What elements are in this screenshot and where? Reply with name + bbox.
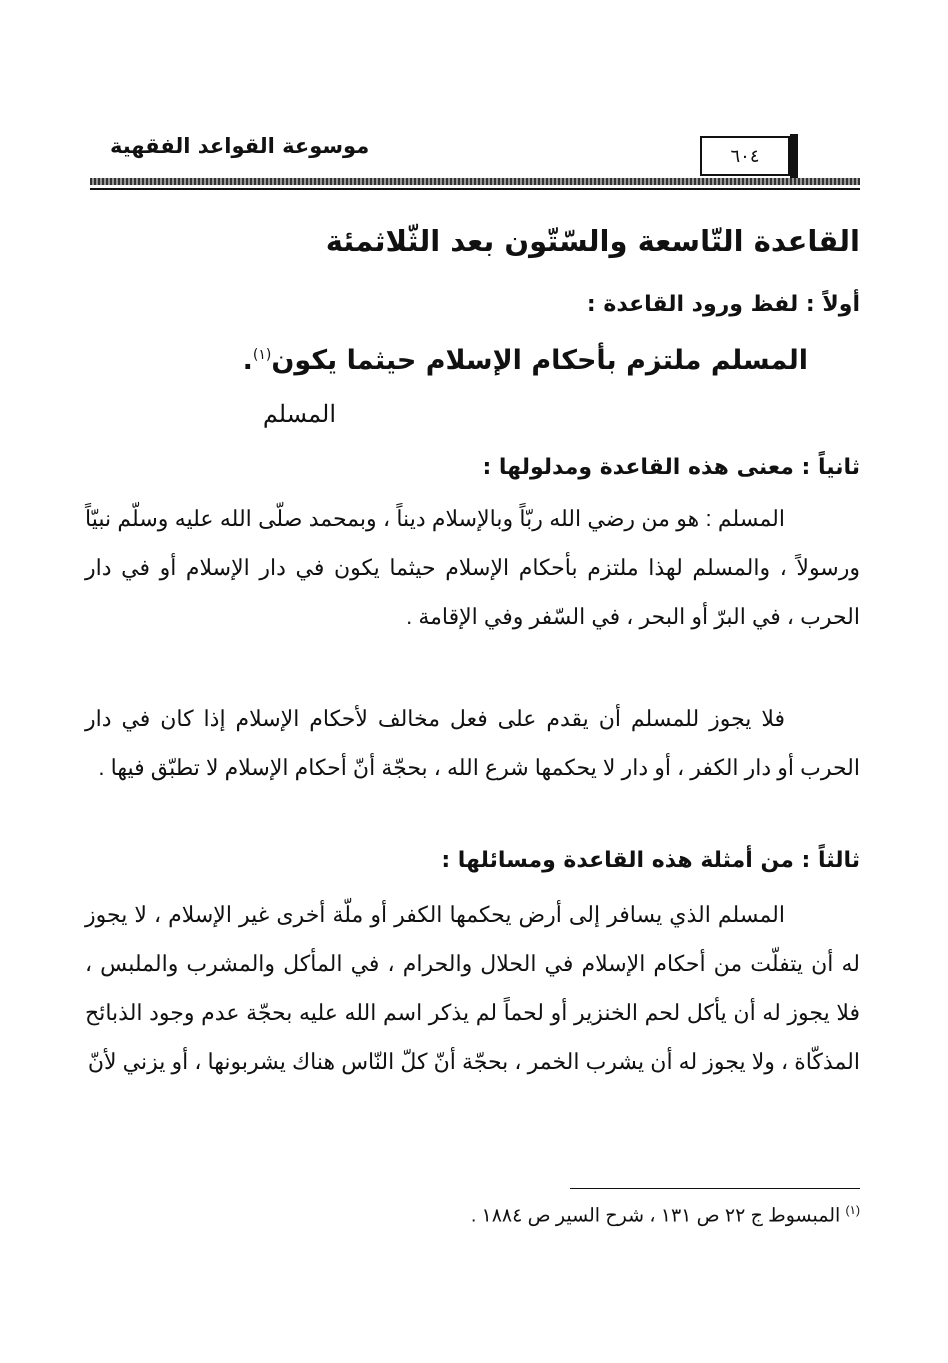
page-header	[90, 128, 860, 190]
section-heading-wording: أولاً : لفظ ورود القاعدة :	[586, 292, 860, 317]
rule-statement: المسلم ملتزم بأحكام الإسلام حيثما يكون$^{(١)}$.	[242, 345, 808, 376]
stray-word: المسلم	[262, 400, 336, 428]
section-heading-examples: ثالثاً : من أمثلة هذه القاعدة ومسائلها :	[441, 848, 860, 873]
header-decorative-band	[90, 178, 860, 185]
meaning-paragraph-2-text: فلا يجوز للمسلم أن يقدم على فعل مخالف لأحكام الإسلام إذا كان في دار الحرب أو دار الكفر ، أو دار لا يحكمها شرع الله ، بحجّة أنّ أحكام الإسلام لا تطبّق فيها .	[85, 706, 860, 780]
examples-paragraph	[85, 890, 860, 1086]
section-heading-meaning: ثانياً : معنى هذه القاعدة ومدلولها :	[482, 455, 860, 480]
rule-title: القاعدة التّاسعة والسّتّون بعد الثّلاثمئة	[325, 224, 860, 258]
examples-paragraph-text: المسلم الذي يسافر إلى أرض يحكمها الكفر أو ملّة أخرى غير الإسلام ، لا يجوز له أن يتفلّت من أحكام الإسلام في الحلال والحرام ، في المأكل والمشرب والملبس ، فلا يجوز له أن يأكل لحم الخنزير أو لحماً لم يذكر اسم الله عليه بحجّة عدم وجود الذبائح المذكّاة ، ولا يجوز له أن يشرب الخمر ، بحجّة أنّ كلّ النّاس هناك يشربونها ، أو يزني لأنّ	[85, 902, 860, 1074]
meaning-paragraph-1	[85, 494, 860, 641]
footnote-text: المبسوط ج ٢٢ ص ١٣١ ، شرح السير ص ١٨٨٤ .	[470, 1205, 841, 1227]
meaning-paragraph-2	[85, 694, 860, 792]
meaning-paragraph-1-text: المسلم : هو من رضي الله ربّاً وبالإسلام ديناً ، وبمحمد صلّى الله عليه وسلّم نبيّاً ورسولاً ، والمسلم لهذا ملتزم بأحكام الإسلام حيثما يكون في دار الإسلام أو في دار الحرب ، في البرّ أو البحر ، في السّفر وفي الإقامة .	[85, 506, 860, 629]
header-divider	[90, 188, 860, 190]
footnote-marker: (١)	[845, 1203, 860, 1217]
footnote	[85, 1203, 860, 1227]
book-title: موسوعة القواعد الفقهية	[110, 134, 370, 158]
rule-statement-text: المسلم ملتزم بأحكام الإسلام حيثما يكون	[271, 345, 808, 376]
page-number: ٦٠٤	[700, 136, 790, 176]
footnote-reference: (١)	[252, 347, 272, 363]
footnote-separator	[570, 1188, 860, 1189]
